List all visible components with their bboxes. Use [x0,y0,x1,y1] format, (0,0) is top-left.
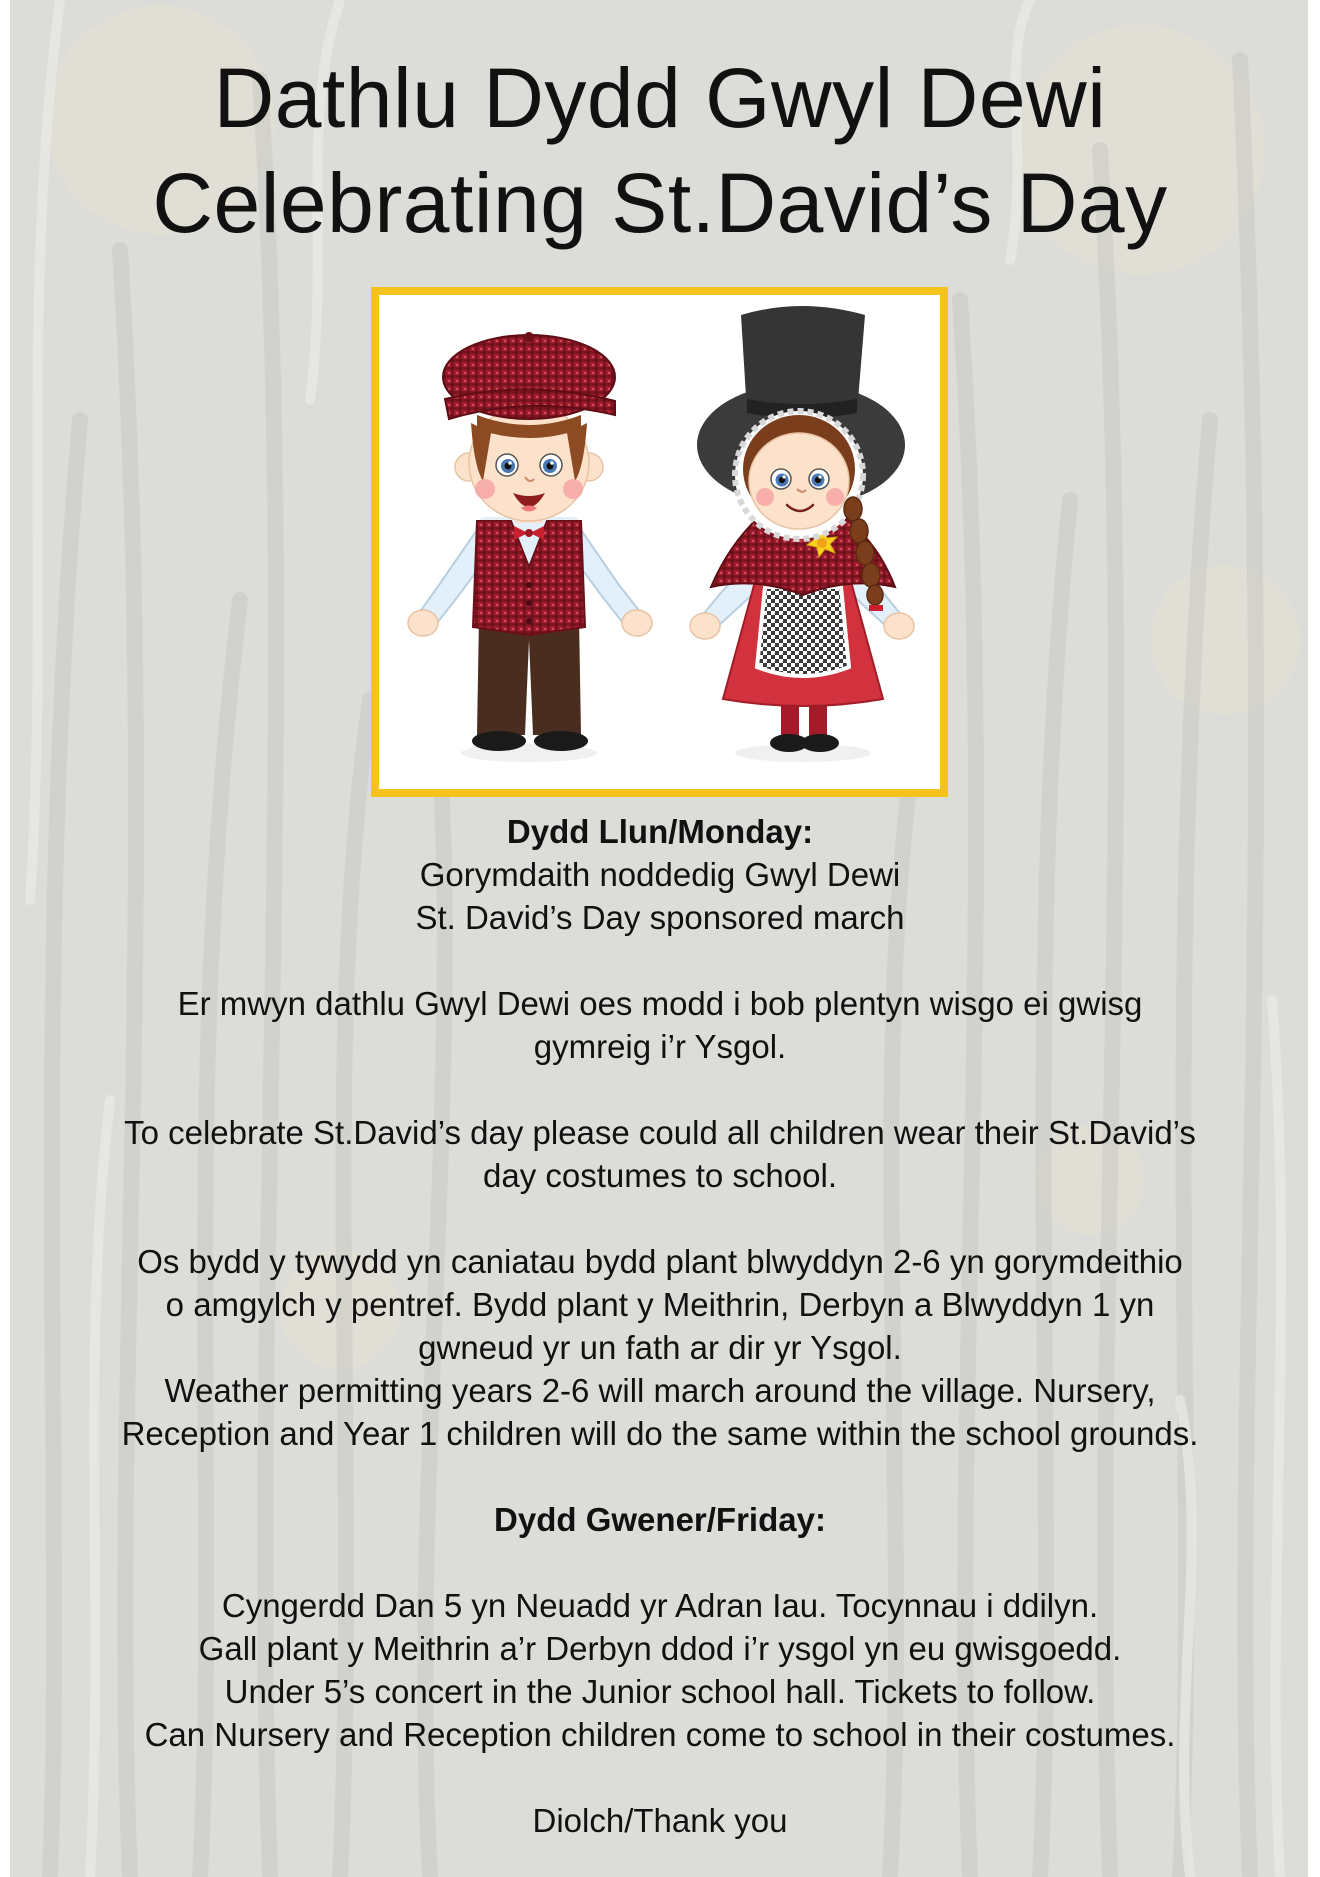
text-line: gwneud yr un fath ar dir yr Ysgol. [418,1329,902,1366]
text-line: Can Nursery and Reception children come to school in their costumes. [144,1716,1176,1753]
text-line: To celebrate St.David’s day please could all children wear their St.David’s [124,1114,1196,1151]
text-line: Os bydd y tywydd yn caniatau bydd plant blwyddyn 2-6 yn gorymdeithio [137,1243,1183,1280]
text-line: Under 5’s concert in the Junior school hall. Tickets to follow. [224,1673,1096,1710]
illustration-frame [371,287,948,797]
closing-text: Diolch/Thank you [532,1802,788,1839]
monday-heading: Dydd Llun/Monday: [506,813,814,850]
text-line: Cyngerdd Dan 5 yn Neuadd yr Adran Iau. Tocynnau i ddilyn. [221,1587,1099,1624]
title-english: Celebrating St.David’s Day [152,156,1168,250]
text-line: day costumes to school. [482,1157,837,1194]
title-welsh: Dathlu Dydd Gwyl Dewi [213,51,1107,145]
notice-body [0,810,1320,1842]
text-line: Gorymdaith noddedig Gwyl Dewi [419,856,901,893]
page-title [0,46,1320,256]
text-line: Er mwyn dathlu Gwyl Dewi oes modd i bob plentyn wisgo ei gwisg [177,985,1143,1022]
text-line: Weather permitting years 2-6 will march around the village. Nursery, [164,1372,1156,1409]
text-line: o amgylch y pentref. Bydd plant y Meithrin, Derbyn a Blwyddyn 1 yn [165,1286,1155,1323]
girl-figure [690,306,914,762]
friday-heading: Dydd Gwener/Friday: [494,1501,826,1538]
text-line: St. David’s Day sponsored march [415,899,905,936]
text-line: gymreig i’r Ysgol. [533,1028,787,1065]
text-line: Reception and Year 1 children will do the same within the school grounds. [121,1415,1199,1452]
text-line: Gall plant y Meithrin a’r Derbyn ddod i’r ysgol yn eu gwisgoedd. [198,1630,1122,1667]
illustration [379,295,940,789]
boy-figure [408,332,652,762]
